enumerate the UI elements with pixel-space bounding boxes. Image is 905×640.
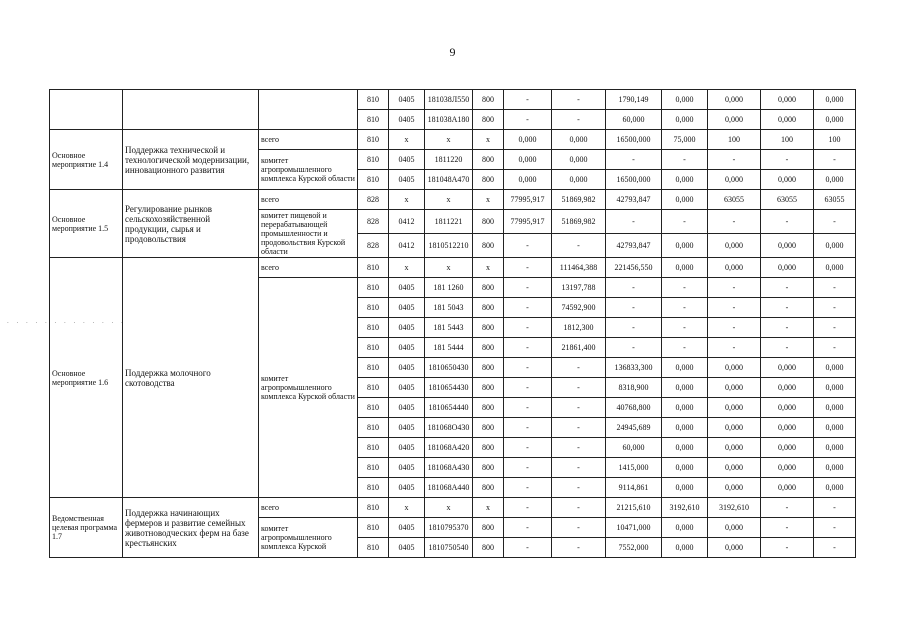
grbs-cell: 810 [358, 338, 389, 358]
vr-cell: 800 [473, 478, 504, 498]
value-cell-v6: 100 [761, 130, 814, 150]
value-cell-v2: 51869,982 [552, 190, 606, 210]
grbs-cell: 810 [358, 478, 389, 498]
rzpr-cell: х [389, 258, 425, 278]
value-cell-v7: - [814, 298, 856, 318]
value-cell-v6: 0,000 [761, 398, 814, 418]
value-cell-v3: 221456,550 [606, 258, 662, 278]
csr-cell: 1811221 [425, 210, 473, 234]
csr-cell: 1810750540 [425, 538, 473, 558]
value-cell-v1: 77995,917 [504, 210, 552, 234]
value-cell-v7: - [814, 318, 856, 338]
value-cell-v3: 8318,900 [606, 378, 662, 398]
grbs-cell: 810 [358, 130, 389, 150]
csr-cell: 181038А180 [425, 110, 473, 130]
grbs-cell: 810 [358, 150, 389, 170]
value-cell-v5: 0,000 [708, 90, 761, 110]
value-cell-v3: - [606, 210, 662, 234]
value-cell-v3: 42793,847 [606, 234, 662, 258]
value-cell-v5: 63055 [708, 190, 761, 210]
value-cell-v5: - [708, 150, 761, 170]
value-cell-v7: 0,000 [814, 258, 856, 278]
value-cell-v7: - [814, 338, 856, 358]
value-cell-v3: 21215,610 [606, 498, 662, 518]
value-cell-v1: - [504, 498, 552, 518]
value-cell-v2: - [552, 418, 606, 438]
value-cell-v5: 0,000 [708, 478, 761, 498]
value-cell-v7: - [814, 278, 856, 298]
value-cell-v4: 0,000 [662, 538, 708, 558]
table-row [50, 130, 856, 150]
value-cell-v4: - [662, 318, 708, 338]
value-cell-v5: 0,000 [708, 418, 761, 438]
executor-cell: комитет пищевой и перерабатывающей промышленности и продовольствия Курской области [259, 210, 358, 258]
value-cell-v1: - [504, 398, 552, 418]
value-cell-v2: - [552, 498, 606, 518]
grbs-cell: 810 [358, 458, 389, 478]
value-cell-v6: 0,000 [761, 418, 814, 438]
value-cell-v5: 3192,610 [708, 498, 761, 518]
page-number: 9 [449, 45, 456, 59]
executor-cell: комитет агропромышленного комплекса Курской области [259, 150, 358, 190]
vr-cell: 800 [473, 378, 504, 398]
value-cell-v3: 7552,000 [606, 538, 662, 558]
grbs-cell: 828 [358, 234, 389, 258]
value-cell-v6: 0,000 [761, 170, 814, 190]
value-cell-v1: - [504, 418, 552, 438]
vr-cell: 800 [473, 418, 504, 438]
value-cell-v6: - [761, 150, 814, 170]
rzpr-cell: 0405 [389, 90, 425, 110]
value-cell-v2: 0,000 [552, 150, 606, 170]
rzpr-cell: 0405 [389, 538, 425, 558]
value-cell-v6: 0,000 [761, 378, 814, 398]
grbs-cell: 810 [358, 258, 389, 278]
value-cell-v2: 74592,900 [552, 298, 606, 318]
value-cell-v3: - [606, 318, 662, 338]
csr-cell: 181068А420 [425, 438, 473, 458]
value-cell-v7: 0,000 [814, 358, 856, 378]
executor-cell: всего [259, 258, 358, 278]
value-cell-v3: 16500,000 [606, 130, 662, 150]
value-cell-v4: 0,000 [662, 110, 708, 130]
value-cell-v1: 0,000 [504, 170, 552, 190]
value-cell-v1: - [504, 338, 552, 358]
value-cell-v1: 77995,917 [504, 190, 552, 210]
value-cell-v5: - [708, 338, 761, 358]
value-cell-v5: 0,000 [708, 234, 761, 258]
executor-cell [259, 90, 358, 130]
csr-cell: х [425, 258, 473, 278]
value-cell-v2: - [552, 90, 606, 110]
value-cell-v5: - [708, 318, 761, 338]
rzpr-cell: 0405 [389, 298, 425, 318]
csr-cell: х [425, 190, 473, 210]
value-cell-v2: - [552, 438, 606, 458]
table-row [50, 190, 856, 210]
rzpr-cell: 0405 [389, 110, 425, 130]
grbs-cell: 810 [358, 378, 389, 398]
measure-cell: Основное мероприятие 1.5 [50, 190, 123, 258]
rzpr-cell: 0405 [389, 438, 425, 458]
value-cell-v4: 0,000 [662, 518, 708, 538]
vr-cell: 800 [473, 210, 504, 234]
value-cell-v1: 0,000 [504, 130, 552, 150]
scan-noise: . . . . . . . . . . . . . [7, 317, 126, 325]
value-cell-v6: - [761, 538, 814, 558]
grbs-cell: 810 [358, 518, 389, 538]
vr-cell: 800 [473, 318, 504, 338]
value-cell-v4: - [662, 150, 708, 170]
csr-cell: 1810654440 [425, 398, 473, 418]
csr-cell: 181 5443 [425, 318, 473, 338]
measure-cell: Ведомственная целевая программа 1.7 [50, 498, 123, 558]
value-cell-v6: 0,000 [761, 458, 814, 478]
grbs-cell: 810 [358, 418, 389, 438]
vr-cell: х [473, 258, 504, 278]
value-cell-v5: 0,000 [708, 378, 761, 398]
value-cell-v7: - [814, 518, 856, 538]
csr-cell: 181 5043 [425, 298, 473, 318]
grbs-cell: 810 [358, 278, 389, 298]
value-cell-v3: 60,000 [606, 438, 662, 458]
value-cell-v4: 0,000 [662, 170, 708, 190]
value-cell-v5: 0,000 [708, 458, 761, 478]
vr-cell: 800 [473, 338, 504, 358]
value-cell-v7: - [814, 538, 856, 558]
value-cell-v1: - [504, 478, 552, 498]
vr-cell: 800 [473, 170, 504, 190]
table-row [50, 498, 856, 518]
csr-cell: 181038Л550 [425, 90, 473, 110]
measure-name-cell: Регулирование рынков сельскохозяйственной продукции, сырья и продовольствия [123, 190, 259, 258]
vr-cell: х [473, 190, 504, 210]
value-cell-v3: 1790,149 [606, 90, 662, 110]
value-cell-v1: - [504, 458, 552, 478]
value-cell-v3: 42793,847 [606, 190, 662, 210]
value-cell-v4: - [662, 338, 708, 358]
executor-cell: всего [259, 190, 358, 210]
rzpr-cell: 0405 [389, 398, 425, 418]
value-cell-v1: - [504, 318, 552, 338]
value-cell-v1: - [504, 110, 552, 130]
value-cell-v6: - [761, 278, 814, 298]
value-cell-v7: - [814, 498, 856, 518]
value-cell-v5: - [708, 210, 761, 234]
rzpr-cell: 0405 [389, 418, 425, 438]
grbs-cell: 810 [358, 538, 389, 558]
value-cell-v6: 0,000 [761, 90, 814, 110]
value-cell-v2: 111464,388 [552, 258, 606, 278]
csr-cell: 1810795370 [425, 518, 473, 538]
vr-cell: 800 [473, 538, 504, 558]
vr-cell: 800 [473, 438, 504, 458]
value-cell-v7: - [814, 210, 856, 234]
value-cell-v2: 1812,300 [552, 318, 606, 338]
rzpr-cell: 0405 [389, 170, 425, 190]
value-cell-v1: - [504, 298, 552, 318]
value-cell-v4: 0,000 [662, 190, 708, 210]
value-cell-v3: 40768,800 [606, 398, 662, 418]
csr-cell: 1810650430 [425, 358, 473, 378]
value-cell-v6: 0,000 [761, 234, 814, 258]
value-cell-v3: 10471,000 [606, 518, 662, 538]
value-cell-v2: - [552, 478, 606, 498]
grbs-cell: 810 [358, 398, 389, 418]
vr-cell: 800 [473, 298, 504, 318]
grbs-cell: 810 [358, 170, 389, 190]
value-cell-v2: - [552, 358, 606, 378]
value-cell-v6: 0,000 [761, 438, 814, 458]
value-cell-v7: - [814, 150, 856, 170]
csr-cell: 1811220 [425, 150, 473, 170]
rzpr-cell: 0405 [389, 358, 425, 378]
grbs-cell: 810 [358, 110, 389, 130]
rzpr-cell: 0405 [389, 518, 425, 538]
value-cell-v7: 0,000 [814, 458, 856, 478]
value-cell-v4: 0,000 [662, 438, 708, 458]
vr-cell: 800 [473, 518, 504, 538]
grbs-cell: 810 [358, 318, 389, 338]
measure-cell: Основное мероприятие 1.6 [50, 258, 123, 498]
value-cell-v4: 0,000 [662, 234, 708, 258]
csr-cell: х [425, 498, 473, 518]
grbs-cell: 810 [358, 438, 389, 458]
vr-cell: 800 [473, 150, 504, 170]
rzpr-cell: х [389, 130, 425, 150]
executor-cell: всего [259, 498, 358, 518]
value-cell-v5: - [708, 298, 761, 318]
value-cell-v7: 0,000 [814, 378, 856, 398]
value-cell-v3: 1415,000 [606, 458, 662, 478]
vr-cell: 800 [473, 398, 504, 418]
csr-cell: х [425, 130, 473, 150]
value-cell-v2: 0,000 [552, 130, 606, 150]
executor-cell: комитет агропромышленного комплекса Курской [259, 518, 358, 558]
rzpr-cell: 0405 [389, 150, 425, 170]
value-cell-v4: - [662, 210, 708, 234]
value-cell-v4: - [662, 298, 708, 318]
value-cell-v1: - [504, 90, 552, 110]
value-cell-v3: - [606, 338, 662, 358]
vr-cell: 800 [473, 278, 504, 298]
value-cell-v6: 0,000 [761, 478, 814, 498]
value-cell-v6: - [761, 318, 814, 338]
value-cell-v5: 0,000 [708, 518, 761, 538]
value-cell-v5: 100 [708, 130, 761, 150]
measure-name-cell: Поддержка начинающих фермеров и развитие семейных животноводческих ферм на базе крестьянских [123, 498, 259, 558]
value-cell-v5: 0,000 [708, 170, 761, 190]
value-cell-v5: 0,000 [708, 110, 761, 130]
value-cell-v6: 0,000 [761, 110, 814, 130]
grbs-cell: 828 [358, 210, 389, 234]
grbs-cell: 828 [358, 190, 389, 210]
value-cell-v2: 0,000 [552, 170, 606, 190]
value-cell-v7: 0,000 [814, 418, 856, 438]
value-cell-v6: 0,000 [761, 258, 814, 278]
rzpr-cell: 0412 [389, 234, 425, 258]
value-cell-v1: 0,000 [504, 150, 552, 170]
value-cell-v4: 0,000 [662, 258, 708, 278]
csr-cell: 1810654430 [425, 378, 473, 398]
budget-table [49, 89, 856, 558]
value-cell-v6: - [761, 298, 814, 318]
value-cell-v3: 16500,000 [606, 170, 662, 190]
rzpr-cell: 0405 [389, 478, 425, 498]
grbs-cell: 810 [358, 298, 389, 318]
value-cell-v4: 0,000 [662, 398, 708, 418]
csr-cell: 181068А440 [425, 478, 473, 498]
value-cell-v6: 63055 [761, 190, 814, 210]
csr-cell: 1810512210 [425, 234, 473, 258]
rzpr-cell: 0405 [389, 458, 425, 478]
measure-name-cell: Поддержка молочного скотоводства [123, 258, 259, 498]
measure-name-cell: Поддержка технической и технологической модернизации, инновационного развития [123, 130, 259, 190]
rzpr-cell: 0405 [389, 378, 425, 398]
value-cell-v7: 0,000 [814, 170, 856, 190]
grbs-cell: 810 [358, 498, 389, 518]
csr-cell: 181068А430 [425, 458, 473, 478]
value-cell-v1: - [504, 438, 552, 458]
value-cell-v5: - [708, 278, 761, 298]
value-cell-v2: - [552, 538, 606, 558]
executor-cell: комитет агропромышленного комплекса Курской области [259, 278, 358, 498]
grbs-cell: 810 [358, 90, 389, 110]
value-cell-v7: 0,000 [814, 398, 856, 418]
value-cell-v6: - [761, 518, 814, 538]
value-cell-v4: 0,000 [662, 418, 708, 438]
value-cell-v3: 60,000 [606, 110, 662, 130]
value-cell-v4: - [662, 278, 708, 298]
vr-cell: 800 [473, 90, 504, 110]
value-cell-v5: 0,000 [708, 438, 761, 458]
value-cell-v5: 0,000 [708, 538, 761, 558]
rzpr-cell: х [389, 190, 425, 210]
value-cell-v7: 0,000 [814, 438, 856, 458]
measure-cell [50, 90, 123, 130]
value-cell-v4: 3192,610 [662, 498, 708, 518]
grbs-cell: 810 [358, 358, 389, 378]
value-cell-v2: 51869,982 [552, 210, 606, 234]
value-cell-v3: - [606, 278, 662, 298]
value-cell-v3: - [606, 150, 662, 170]
value-cell-v7: 63055 [814, 190, 856, 210]
value-cell-v1: - [504, 518, 552, 538]
csr-cell: 181068О430 [425, 418, 473, 438]
value-cell-v5: 0,000 [708, 398, 761, 418]
value-cell-v3: 24945,689 [606, 418, 662, 438]
vr-cell: 800 [473, 358, 504, 378]
executor-cell: всего [259, 130, 358, 150]
value-cell-v4: 75,000 [662, 130, 708, 150]
value-cell-v2: 21861,400 [552, 338, 606, 358]
value-cell-v2: - [552, 518, 606, 538]
rzpr-cell: х [389, 498, 425, 518]
value-cell-v5: 0,000 [708, 258, 761, 278]
value-cell-v4: 0,000 [662, 458, 708, 478]
value-cell-v7: 0,000 [814, 478, 856, 498]
value-cell-v2: - [552, 378, 606, 398]
value-cell-v2: - [552, 234, 606, 258]
value-cell-v6: 0,000 [761, 358, 814, 378]
value-cell-v3: 9114,861 [606, 478, 662, 498]
value-cell-v1: - [504, 278, 552, 298]
rzpr-cell: 0405 [389, 278, 425, 298]
value-cell-v1: - [504, 378, 552, 398]
value-cell-v7: 0,000 [814, 110, 856, 130]
csr-cell: 181 5444 [425, 338, 473, 358]
value-cell-v4: 0,000 [662, 378, 708, 398]
value-cell-v6: - [761, 338, 814, 358]
vr-cell: х [473, 498, 504, 518]
value-cell-v3: 136833,300 [606, 358, 662, 378]
measure-cell: Основное мероприятие 1.4 [50, 130, 123, 190]
value-cell-v7: 0,000 [814, 234, 856, 258]
value-cell-v2: 13197,788 [552, 278, 606, 298]
vr-cell: 800 [473, 234, 504, 258]
value-cell-v7: 0,000 [814, 90, 856, 110]
value-cell-v4: 0,000 [662, 90, 708, 110]
table-row [50, 258, 856, 278]
value-cell-v2: - [552, 398, 606, 418]
value-cell-v3: - [606, 298, 662, 318]
vr-cell: х [473, 130, 504, 150]
csr-cell: 181 1260 [425, 278, 473, 298]
table-row [50, 90, 856, 110]
value-cell-v4: 0,000 [662, 478, 708, 498]
measure-name-cell [123, 90, 259, 130]
vr-cell: 800 [473, 110, 504, 130]
value-cell-v7: 100 [814, 130, 856, 150]
value-cell-v4: 0,000 [662, 358, 708, 378]
value-cell-v1: - [504, 358, 552, 378]
value-cell-v1: - [504, 258, 552, 278]
value-cell-v6: - [761, 210, 814, 234]
rzpr-cell: 0412 [389, 210, 425, 234]
value-cell-v5: 0,000 [708, 358, 761, 378]
rzpr-cell: 0405 [389, 338, 425, 358]
value-cell-v6: - [761, 498, 814, 518]
rzpr-cell: 0405 [389, 318, 425, 338]
csr-cell: 181048А470 [425, 170, 473, 190]
vr-cell: 800 [473, 458, 504, 478]
value-cell-v1: - [504, 234, 552, 258]
value-cell-v1: - [504, 538, 552, 558]
value-cell-v2: - [552, 110, 606, 130]
value-cell-v2: - [552, 458, 606, 478]
